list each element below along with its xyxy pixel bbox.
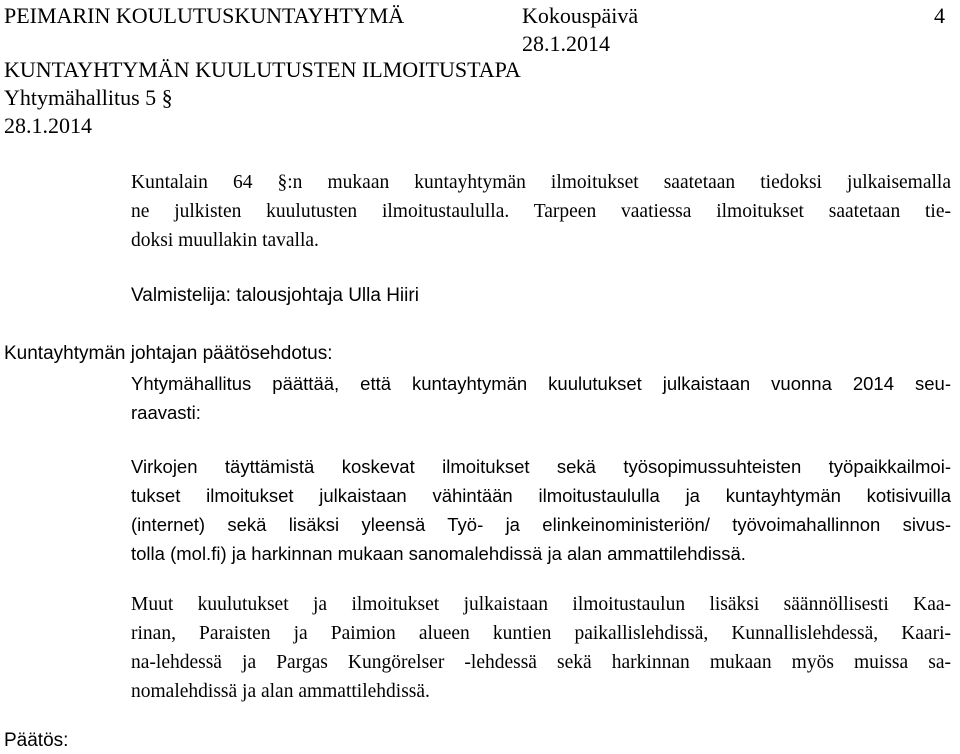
proposal-line: Yhtymähallitus päättää, että kuntayhtymän kuulutukset julkaistaan vuonna 2014 seu- bbox=[131, 373, 951, 394]
other-line: rinan, Paraisten ja Paimion alueen kuntien paikallislehdissä, Kunnallislehdessä, Kaari- bbox=[131, 623, 951, 644]
decision-label: Päätös: bbox=[4, 730, 69, 751]
other-line: nomalehdissä ja alan ammattilehdissä. bbox=[131, 681, 430, 702]
intro-paragraph bbox=[131, 168, 951, 255]
meeting-date: 28.1.2014 bbox=[522, 31, 610, 56]
proposal-heading: Kuntayhtymän johtajan päätösehdotus: bbox=[4, 343, 333, 364]
vacancy-line: (internet) sekä lisäksi yleensä Työ- ja elinkeinoministeriön/ työvoimahallinnon sivus- bbox=[131, 514, 951, 535]
vacancy-line: Virkojen täyttämistä koskevat ilmoitukset sekä työsopimussuhteisten työpaikkailmoi- bbox=[131, 456, 951, 477]
intro-line: ne julkisten kuulutusten ilmoitustaululla. Tarpeen vaatiessa ilmoitukset saatetaan tie- bbox=[131, 201, 951, 222]
preparer-line: Valmistelija: talousjohtaja Ulla Hiiri bbox=[131, 285, 419, 306]
item-date: 28.1.2014 bbox=[4, 113, 92, 138]
intro-line: doksi muullakin tavalla. bbox=[131, 230, 319, 251]
section-title: KUNTAYHTYMÄN KUULUTUSTEN ILMOITUSTAPA bbox=[4, 57, 521, 82]
proposal-paragraph bbox=[131, 369, 951, 427]
other-line: Muut kuulutukset ja ilmoitukset julkaistaan ilmoitustaulun lisäksi säännöllisesti Kaa- bbox=[131, 594, 951, 615]
board-item: Yhtymähallitus 5 § bbox=[4, 85, 173, 110]
page-number: 4 bbox=[934, 3, 945, 28]
other-announcements-paragraph bbox=[131, 590, 951, 706]
vacancy-paragraph bbox=[131, 452, 951, 568]
organization-name: PEIMARIN KOULUTUSKUNTAYHTYMÄ bbox=[4, 3, 405, 28]
other-line: na-lehdessä ja Pargas Kungörelser -lehdessä sekä harkinnan mukaan myös muissa sa- bbox=[131, 652, 951, 673]
meeting-date-label: Kokouspäivä bbox=[522, 3, 639, 28]
intro-line: Kuntalain 64 §:n mukaan kuntayhtymän ilmoitukset saatetaan tiedoksi julkaisemalla bbox=[131, 172, 951, 193]
vacancy-line: tolla (mol.fi) ja harkinnan mukaan sanomalehdissä ja alan ammattilehdissä. bbox=[131, 543, 746, 564]
vacancy-line: tukset ilmoitukset julkaistaan vähintään ilmoitustaululla ja kuntayhtymän kotisivuilla bbox=[131, 485, 951, 506]
proposal-line: raavasti: bbox=[131, 402, 201, 423]
